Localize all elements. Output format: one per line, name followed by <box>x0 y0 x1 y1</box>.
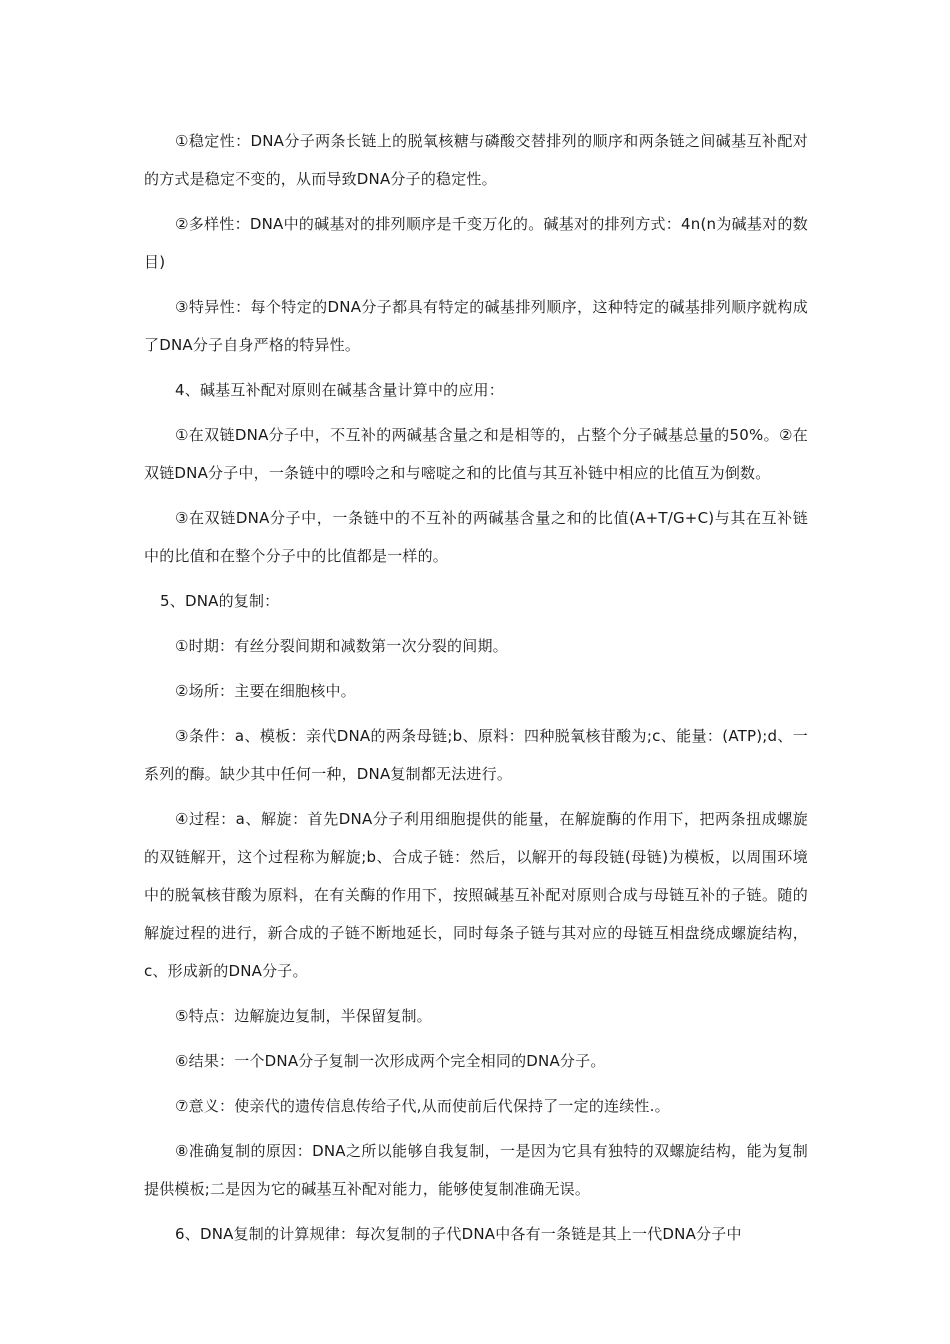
section-heading-4: 4、碱基互补配对原则在碱基含量计算中的应用： <box>175 381 504 399</box>
paragraph-replication-accuracy: ⑧准确复制的原因：DNA之所以能够自我复制，一是因为它具有独特的双螺旋结构，能为复制提供模板;二是因为它的碱基互补配对能力，能够使复制准确无误。 <box>144 1142 808 1198</box>
paragraph-replication-process: ④过程：a、解旋：首先DNA分子利用细胞提供的能量，在解旋酶的作用下，把两条扭成螺旋的双链解开，这个过程称为解旋;b、合成子链：然后，以解开的每段链(母链)为模板，以周围环境中的脱氧核苷酸为原料，在有关酶的作用下，按照碱基互补配对原则合成与母链互补的子链。随的解旋过程的进行，新合成的子链不断地延长，同时每条子链与其对应的母链互相盘绕成螺旋结构，c、形成新的DNA分子。 <box>144 810 808 980</box>
paragraph-specificity: ③特异性：每个特定的DNA分子都具有特定的碱基排列顺序，这种特定的碱基排列顺序就构成了DNA分子自身严格的特异性。 <box>144 298 808 354</box>
paragraph-diversity: ②多样性：DNA中的碱基对的排列顺序是千变万化的。碱基对的排列方式：4n(n为碱基对的数目) <box>144 215 808 271</box>
section-heading-5: 5、DNA的复制： <box>160 592 280 610</box>
document-body <box>144 122 808 1253</box>
paragraph-replication-conditions: ③条件：a、模板：亲代DNA的两条母链;b、原料：四种脱氧核苷酸为;c、能量：(ATP);d、一系列的酶。缺少其中任何一种，DNA复制都无法进行。 <box>144 727 808 783</box>
paragraph-replication-place: ②场所：主要在细胞核中。 <box>175 682 356 700</box>
paragraph-replication-time: ①时期：有丝分裂间期和减数第一次分裂的间期。 <box>175 637 508 655</box>
paragraph-stability: ①稳定性：DNA分子两条长链上的脱氧核糖与磷酸交替排列的顺序和两条链之间碱基互补配对的方式是稳定不变的，从而导致DNA分子的稳定性。 <box>144 132 808 188</box>
paragraph-replication-meaning: ⑦意义：使亲代的遗传信息传给子代,从而使前后代保持了一定的连续性.。 <box>175 1097 670 1115</box>
paragraph-base-content-1: ①在双链DNA分子中，不互补的两碱基含量之和是相等的，占整个分子碱基总量的50%。②在双链DNA分子中，一条链中的嘌呤之和与嘧啶之和的比值与其互补链中相应的比值互为倒数。 <box>144 426 808 482</box>
paragraph-replication-features: ⑤特点：边解旋边复制，半保留复制。 <box>175 1007 432 1025</box>
section-heading-6: 6、DNA复制的计算规律：每次复制的子代DNA中各有一条链是其上一代DNA分子中 <box>175 1225 742 1243</box>
paragraph-replication-result: ⑥结果：一个DNA分子复制一次形成两个完全相同的DNA分子。 <box>175 1052 606 1070</box>
paragraph-base-content-2: ③在双链DNA分子中，一条链中的不互补的两碱基含量之和的比值(A+T/G+C)与其在互补链中的比值和在整个分子中的比值都是一样的。 <box>144 509 808 565</box>
